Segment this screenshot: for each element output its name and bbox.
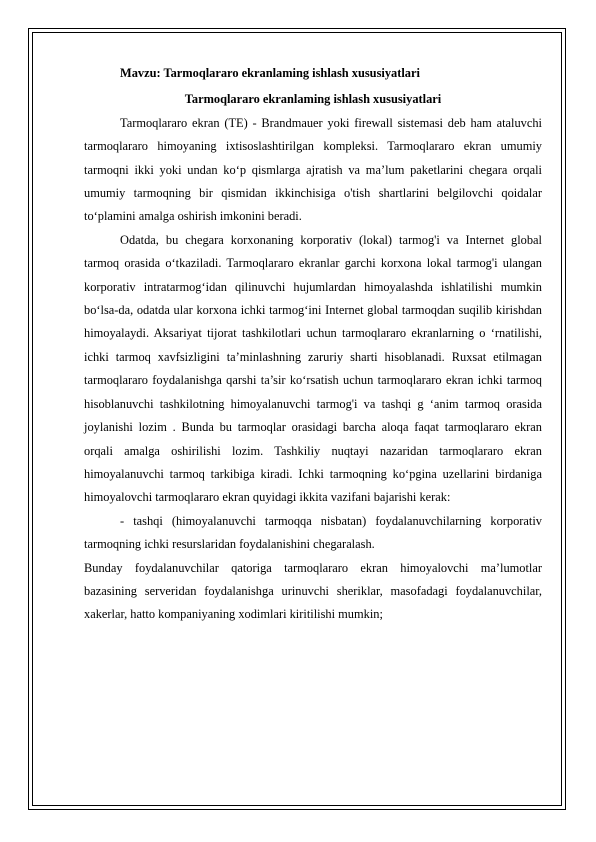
paragraph-intro: Tarmoqlararo ekran (TE) - Brandmauer yoki firewall sistemasi deb ham ataluvchi tarmoqlararo himoyaning ixtisoslashtirilgan kompleksi. Tarmoqlararo ekran umumiy tarmoqni ikki yoki undan ko‘p qismlarga ajratish va ma’lum paketlarini chegara orqali umumiy tarmoqning bir qismidan ikkinchisiga o'tish shartlarini belgilovchi qoidalar to‘plamini amalga oshirish imkonini beradi. — [84, 115, 542, 224]
document-body — [84, 62, 542, 627]
section-title: Tarmoqlararo ekranlaming ishlash xususiyatlari — [184, 92, 442, 107]
paragraph-task-item: - tashqi (himoyalanuvchi tarmoqqa nisbatan) foydalanuvchilarning korporativ tarmoqning ichki resurslaridan foydalanishini chegaralash. — [84, 513, 542, 552]
paragraph-boundary: Odatda, bu chegara korxonaning korporativ (lokal) tarmog'i va Internet global tarmoq orasida o‘tkaziladi. Tarmoqlararo ekranlar garchi korxona lokal tarmog'i ulangan korporativ intratarmog‘idan qilinuvchi hujumlardan himoyalashda ishlatilishi mumkin bo‘lsa-da, odatda ular korxona ichki tarmog‘ini Internet global tarmoqdan suqilib kirishdan himoyalaydi. Aksariyat tijorat tashkilotlari uchun tarmoqlararo ekranlarning o ‘rnatilishi, ichki tarmoq xavfsizligini ta’minlashning zaruriy sharti hisoblanadi. Ruxsat etilmagan tarmoqlararo foydalanishga qarshi ta’sir ko‘rsatish uchun tarmoqlararo ekran ichki tarmoq hisoblanuvchi tashkilotning himoyalanuvchi tarmog'i va tashqi g ‘anim tarmoq orasida joylanishi lozim . Bunda bu tarmoqlar orasidagi barcha aloqa faqat tarmoqlararo ekran orqali amalga oshirilishi lozim. Tashkiliy nuqtayi nazaridan tarmoqlararo ekran himoyalanuvchi tarmoq tarkibiga kiradi. Ichki tarmoqning ko‘pgina uzellarini birdaniga himoyalovchi tarmoqlararo ekran quyidagi ikkita vazifani bajarishi kerak: — [84, 232, 542, 505]
paragraph-users: Bunday foydalanuvchilar qatoriga tarmoqlararo ekran himoyalovchi ma’lumotlar bazasining serveridan foydalanishga urinuvchi sheriklar, masofadagi foydalanuvchilar, xakerlar, hatto kompaniyaning xodimlari kiritilishi mumkin; — [84, 560, 542, 622]
topic-heading: Mavzu: Tarmoqlararo ekranlaming ishlash xususiyatlari — [120, 66, 420, 80]
